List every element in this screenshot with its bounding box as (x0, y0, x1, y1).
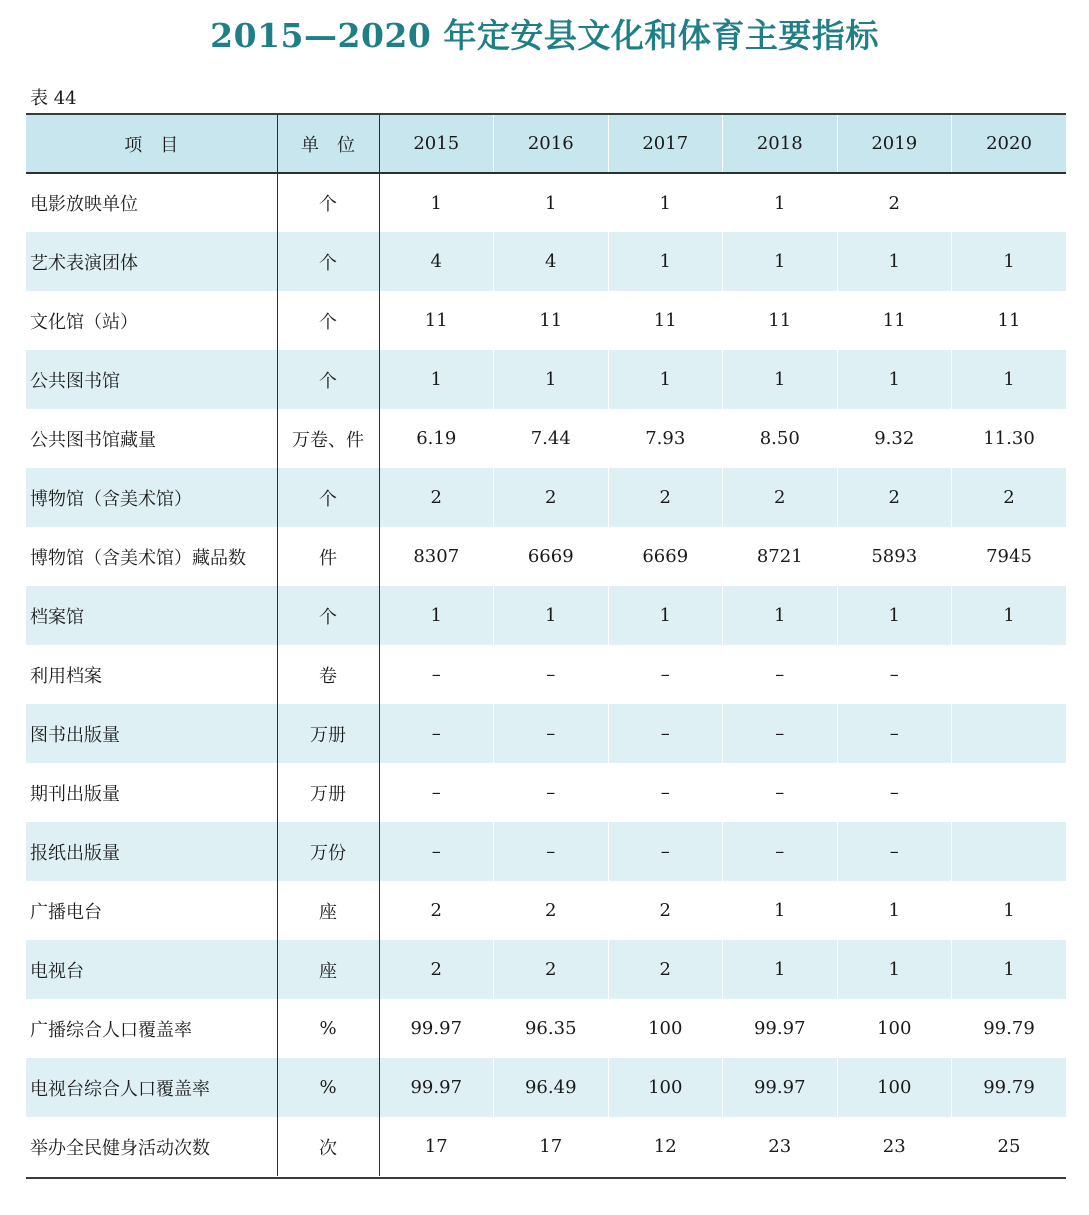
table-row (26, 468, 1066, 527)
cell-2019: 5893 (837, 527, 952, 586)
indicators-table (26, 115, 1066, 1176)
cell-2018: 1 (723, 881, 838, 940)
cell-2019: 1 (837, 232, 952, 291)
cell-2018: 2 (723, 468, 838, 527)
cell-2017: 1 (608, 586, 723, 645)
cell-2017: – (608, 763, 723, 822)
cell-2016: 1 (494, 173, 609, 232)
cell-2018: 1 (723, 173, 838, 232)
cell-2015: 4 (379, 232, 494, 291)
cell-2015: 17 (379, 1117, 494, 1176)
cell-2016: 7.44 (494, 409, 609, 468)
row-item-cell: 博物馆（含美术馆） (30, 488, 192, 510)
cell-2019: – (837, 704, 952, 763)
header-year-2015: 2015 (379, 115, 494, 173)
table-row (26, 763, 1066, 822)
table-row (26, 232, 1066, 291)
cell-2016: 4 (494, 232, 609, 291)
cell-2020: 11 (952, 291, 1067, 350)
row-unit-cell: 个 (277, 232, 379, 291)
cell-2015: 1 (379, 173, 494, 232)
table-row (26, 409, 1066, 468)
cell-2020: 25 (952, 1117, 1067, 1176)
cell-2017: 2 (608, 881, 723, 940)
header-year-2018: 2018 (723, 115, 838, 173)
row-unit-cell: % (277, 1058, 379, 1117)
cell-2018: 23 (723, 1117, 838, 1176)
cell-2016: 17 (494, 1117, 609, 1176)
header-year-2016: 2016 (494, 115, 609, 173)
cell-2020 (952, 645, 1067, 704)
header-unit: 单 位 (277, 115, 379, 173)
cell-2019: 9.32 (837, 409, 952, 468)
row-item-cell: 报纸出版量 (30, 842, 120, 864)
table-row (26, 645, 1066, 704)
cell-2019: – (837, 645, 952, 704)
cell-2016: 1 (494, 586, 609, 645)
cell-2017: 2 (608, 940, 723, 999)
cell-2017: – (608, 822, 723, 881)
row-item-cell: 期刊出版量 (30, 783, 120, 805)
cell-2017: – (608, 645, 723, 704)
cell-2019: 11 (837, 291, 952, 350)
cell-2017: 11 (608, 291, 723, 350)
row-unit-cell: % (277, 999, 379, 1058)
cell-2018: 1 (723, 940, 838, 999)
cell-2020: 1 (952, 350, 1067, 409)
cell-2017: 7.93 (608, 409, 723, 468)
cell-2019: 1 (837, 350, 952, 409)
cell-2016: 2 (494, 468, 609, 527)
cell-2018: 8.50 (723, 409, 838, 468)
table-row (26, 1058, 1066, 1117)
table-row (26, 527, 1066, 586)
header-year-2017: 2017 (608, 115, 723, 173)
cell-2016: – (494, 822, 609, 881)
cell-2019: – (837, 822, 952, 881)
row-unit-cell: 个 (277, 173, 379, 232)
cell-2018: 1 (723, 232, 838, 291)
cell-2015: – (379, 704, 494, 763)
cell-2020 (952, 704, 1067, 763)
cell-2016: 96.49 (494, 1058, 609, 1117)
cell-2015: – (379, 645, 494, 704)
cell-2020: 7945 (952, 527, 1067, 586)
cell-2015: 2 (379, 881, 494, 940)
row-unit-cell: 卷 (277, 645, 379, 704)
row-item-cell: 图书出版量 (30, 724, 120, 746)
row-item-cell: 档案馆 (30, 606, 84, 628)
row-unit-cell: 万册 (277, 763, 379, 822)
table-row (26, 586, 1066, 645)
table-row (26, 1117, 1066, 1176)
cell-2017: 1 (608, 232, 723, 291)
cell-2020: 11.30 (952, 409, 1067, 468)
table-row (26, 999, 1066, 1058)
table-row (26, 350, 1066, 409)
table-header-row (26, 115, 1066, 173)
cell-2020 (952, 173, 1067, 232)
row-item-cell: 利用档案 (30, 665, 102, 687)
row-unit-cell: 万卷、件 (277, 409, 379, 468)
cell-2019: 1 (837, 940, 952, 999)
cell-2017: 1 (608, 350, 723, 409)
cell-2018: – (723, 645, 838, 704)
page-title: 2015—2020 年定安县文化和体育主要指标 (210, 16, 879, 55)
cell-2018: – (723, 763, 838, 822)
cell-2019: 1 (837, 881, 952, 940)
row-unit-cell: 万册 (277, 704, 379, 763)
cell-2015: 2 (379, 468, 494, 527)
row-item-cell: 电影放映单位 (30, 194, 138, 215)
table-number: 表 44 (30, 88, 77, 109)
cell-2015: 2 (379, 940, 494, 999)
header-item: 项 目 (26, 115, 277, 173)
cell-2018: 1 (723, 350, 838, 409)
cell-2020: 1 (952, 586, 1067, 645)
cell-2015: – (379, 822, 494, 881)
cell-2020: 99.79 (952, 999, 1067, 1058)
row-item-cell: 文化馆（站） (30, 311, 138, 333)
cell-2015: 99.97 (379, 999, 494, 1058)
cell-2015: 99.97 (379, 1058, 494, 1117)
cell-2020 (952, 822, 1067, 881)
cell-2017: 1 (608, 173, 723, 232)
cell-2019: 23 (837, 1117, 952, 1176)
cell-2018: 8721 (723, 527, 838, 586)
header-year-2020: 2020 (952, 115, 1067, 173)
cell-2017: 100 (608, 1058, 723, 1117)
cell-2019: 2 (837, 468, 952, 527)
table-row (26, 822, 1066, 881)
row-unit-cell: 座 (277, 940, 379, 999)
table-row (26, 291, 1066, 350)
row-item-cell: 公共图书馆藏量 (30, 429, 156, 451)
cell-2016: 2 (494, 940, 609, 999)
cell-2019: 1 (837, 586, 952, 645)
cell-2020: 1 (952, 881, 1067, 940)
table-body (26, 173, 1066, 1176)
row-unit-cell: 次 (277, 1117, 379, 1176)
table-bottom-rule (26, 1177, 1066, 1179)
cell-2015: 1 (379, 586, 494, 645)
cell-2015: 1 (379, 350, 494, 409)
cell-2016: 6669 (494, 527, 609, 586)
table-row (26, 881, 1066, 940)
cell-2018: 99.97 (723, 1058, 838, 1117)
cell-2019: – (837, 763, 952, 822)
row-unit-cell: 个 (277, 350, 379, 409)
cell-2018: 99.97 (723, 999, 838, 1058)
cell-2019: 100 (837, 1058, 952, 1117)
table-row (26, 704, 1066, 763)
cell-2018: – (723, 822, 838, 881)
cell-2019: 100 (837, 999, 952, 1058)
row-unit-cell: 个 (277, 586, 379, 645)
table-row (26, 173, 1066, 232)
cell-2015: 11 (379, 291, 494, 350)
cell-2020 (952, 763, 1067, 822)
row-item-cell: 广播电台 (30, 901, 102, 923)
cell-2015: 6.19 (379, 409, 494, 468)
header-year-2019: 2019 (837, 115, 952, 173)
cell-2015: – (379, 763, 494, 822)
row-unit-cell: 座 (277, 881, 379, 940)
row-item-cell: 电视台 (30, 960, 84, 982)
row-unit-cell: 个 (277, 291, 379, 350)
cell-2015: 8307 (379, 527, 494, 586)
cell-2016: 96.35 (494, 999, 609, 1058)
cell-2017: 12 (608, 1117, 723, 1176)
cell-2016: – (494, 763, 609, 822)
cell-2017: 2 (608, 468, 723, 527)
cell-2020: 2 (952, 468, 1067, 527)
cell-2016: 11 (494, 291, 609, 350)
cell-2016: 1 (494, 350, 609, 409)
row-unit-cell: 个 (277, 468, 379, 527)
row-item-cell: 举办全民健身活动次数 (30, 1137, 210, 1159)
cell-2016: 2 (494, 881, 609, 940)
row-unit-cell: 万份 (277, 822, 379, 881)
row-item-cell: 艺术表演团体 (30, 252, 138, 274)
cell-2019: 2 (837, 173, 952, 232)
cell-2020: 1 (952, 232, 1067, 291)
cell-2017: – (608, 704, 723, 763)
cell-2017: 6669 (608, 527, 723, 586)
cell-2016: – (494, 704, 609, 763)
cell-2017: 100 (608, 999, 723, 1058)
row-item-cell: 广播综合人口覆盖率 (30, 1019, 192, 1041)
cell-2016: – (494, 645, 609, 704)
row-item-cell: 电视台综合人口覆盖率 (30, 1078, 210, 1100)
cell-2020: 1 (952, 940, 1067, 999)
row-item-cell: 公共图书馆 (30, 370, 120, 392)
cell-2018: 1 (723, 586, 838, 645)
row-unit-cell: 件 (277, 527, 379, 586)
cell-2018: 11 (723, 291, 838, 350)
table-row (26, 940, 1066, 999)
cell-2020: 99.79 (952, 1058, 1067, 1117)
cell-2018: – (723, 704, 838, 763)
row-item-cell: 博物馆（含美术馆）藏品数 (30, 547, 246, 569)
